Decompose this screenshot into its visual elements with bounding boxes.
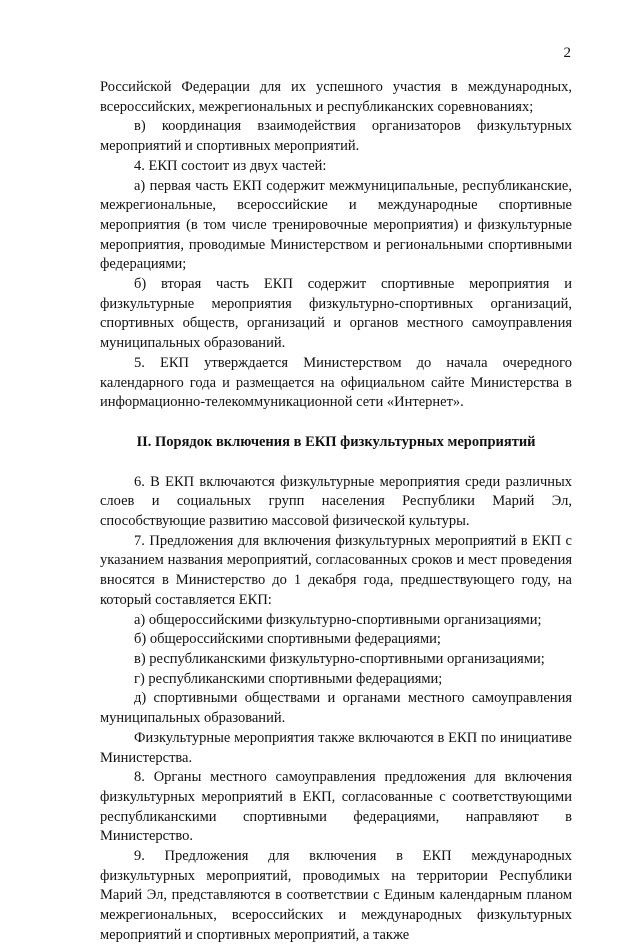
document-part-2 bbox=[100, 473, 572, 946]
paragraph: а) первая часть ЕКП содержит межмуниципальные, республиканские, межрегиональные, всероссийские и международные спортивные мероприятия (в том числе тренировочные мероприятия) и физкультурные мероприятия, проводимые Министерством и региональными спортивными федерациями; bbox=[100, 177, 572, 273]
paragraph: в) республиканскими физкультурно-спортивными организациями; bbox=[134, 650, 545, 667]
paragraph: 4. ЕКП состоит из двух частей: bbox=[134, 157, 327, 174]
paragraph: 9. Предложения для включения в ЕКП международных физкультурных мероприятий, проводимых на территории Республики Марий Эл, представляются в соответствии с Единым календарным планом межрегиональных, всероссийских и международных физкультурных мероприятий и спортивных мероприятий, а также bbox=[100, 848, 572, 943]
document-body bbox=[100, 78, 572, 946]
paragraph: 6. В ЕКП включаются физкультурные мероприятия среди различных слоев и социальных групп населения Республики Марий Эл, способствующие развитию массовой физической культуры. bbox=[100, 473, 572, 530]
paragraph: а) общероссийскими физкультурно-спортивными организациями; bbox=[134, 611, 542, 628]
page-number: 2 bbox=[563, 45, 571, 61]
paragraph: г) республиканскими спортивными федерациями; bbox=[134, 670, 443, 687]
paragraph: б) общероссийскими спортивными федерациями; bbox=[134, 631, 441, 648]
section-title: II. Порядок включения в ЕКП физкультурных мероприятий bbox=[136, 433, 536, 450]
paragraph: Физкультурные мероприятия также включаются в ЕКП по инициативе Министерства. bbox=[100, 729, 572, 766]
paragraph: 7. Предложения для включения физкультурных мероприятий в ЕКП с указанием названия мероприятий, согласованных сроков и мест проведения вносятся в Министерство до 1 декабря года, предшествующего году, на который составляется ЕКП: bbox=[100, 532, 572, 608]
paragraph: 8. Органы местного самоуправления предложения для включения физкультурных мероприятий в ЕКП, согласованные с соответствующими республиканскими спортивными федерациями, направляют в Министерство. bbox=[100, 769, 572, 845]
document-part-1 bbox=[100, 78, 572, 413]
paragraph: б) вторая часть ЕКП содержит спортивные мероприятия и физкультурные мероприятия физкультурно-спортивных организаций, спортивных обществ, организаций и органов местного самоуправления муниципальных образований. bbox=[100, 276, 572, 352]
paragraph: в) координация взаимодействия организаторов физкультурных мероприятий и спортивных мероприятий. bbox=[100, 118, 572, 155]
paragraph: Российской Федерации для их успешного участия в международных, всероссийских, межрегиональных и республиканских соревнованиях; bbox=[100, 79, 572, 115]
paragraph: 5. ЕКП утверждается Министерством до начала очередного календарного года и размещается на официальном сайте Министерства в информационно-телекоммуникационной сети «Интернет». bbox=[100, 354, 572, 411]
paragraph: д) спортивными обществами и органами местного самоуправления муниципальных образований. bbox=[100, 690, 572, 727]
